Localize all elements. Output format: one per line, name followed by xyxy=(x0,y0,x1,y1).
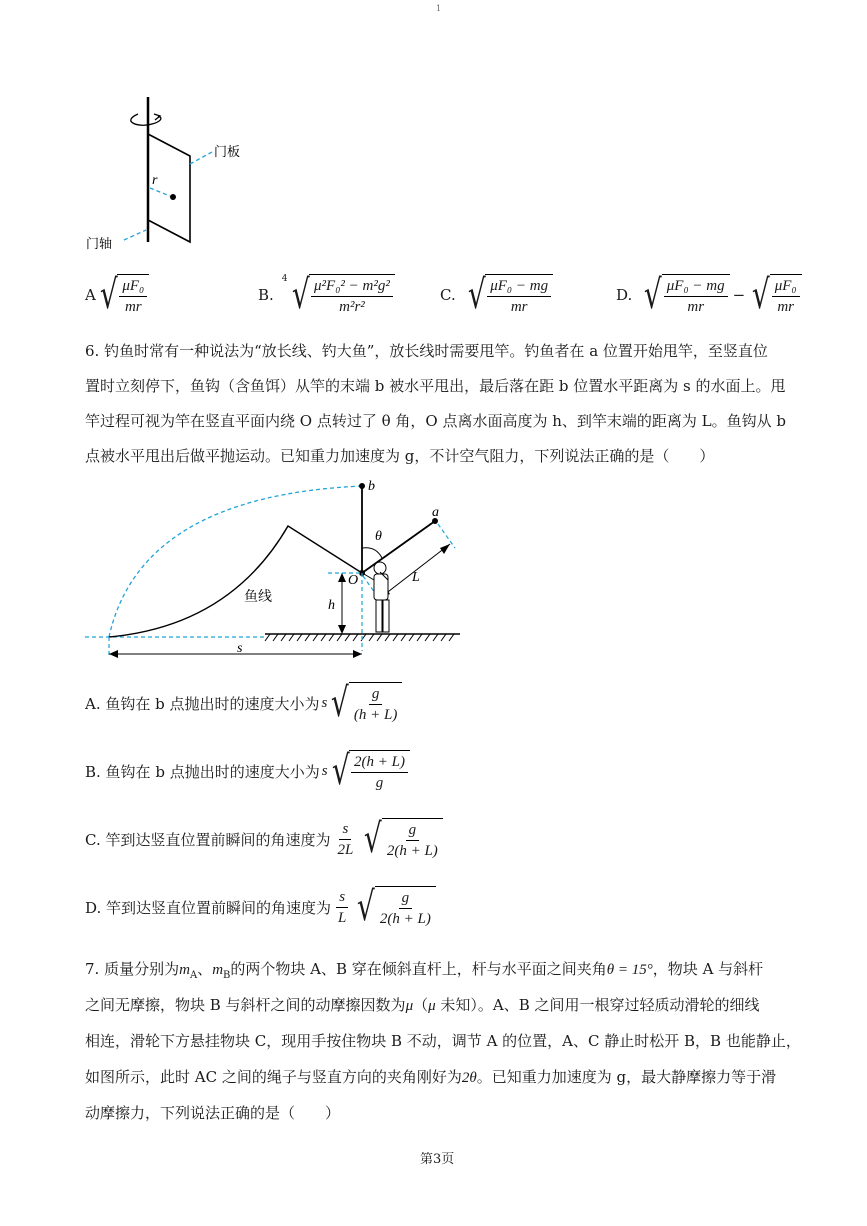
minus-sign: − xyxy=(732,286,746,304)
label-axis: 门轴 xyxy=(86,237,113,252)
option-text: B. 鱼钩在 b 点抛出时的速度大小为 xyxy=(85,762,320,781)
frac-den: (h + L) xyxy=(353,707,398,723)
label-h: h xyxy=(328,598,335,613)
label-fishing-line: 鱼线 xyxy=(244,589,272,605)
q7-line-5: 动摩擦力，下列说法正确的是（ ） xyxy=(85,1104,341,1122)
label-l: L xyxy=(412,570,420,585)
frac-num: g xyxy=(369,685,383,705)
frac-num: s xyxy=(339,820,351,840)
frac-den: mr xyxy=(777,299,795,315)
q5-option-d: D. √ $\frac{\text{μF₀ − mg}}{mr}$ − √ $\frac{\text{μF₀}}{mr}$ xyxy=(616,274,802,316)
fishing-figure xyxy=(80,476,480,666)
option-letter: D. xyxy=(616,286,633,304)
option-letter: B. xyxy=(258,286,274,304)
q6-line-2: 置时立刻停下，鱼钩（含鱼饵）从竿的末端 b 被水平甩出，最后落在距 b 位置水平距离为 s 的水面上。甩 xyxy=(85,377,786,395)
q6-option-b: B. 鱼钩在 b 点抛出时的速度大小为 s √ $\frac{2(h + L)}{g}$ xyxy=(85,750,410,792)
frac-den: L xyxy=(338,909,347,926)
frac-num: μF₀ xyxy=(772,277,800,297)
frac-num: s xyxy=(336,888,348,908)
frac-den: 2(h + L) xyxy=(386,843,438,859)
fishing-line xyxy=(109,526,362,637)
frac-den: mr xyxy=(124,299,142,315)
q7-line-4: 如图所示，此时 AC 之间的绳子与竖直方向的夹角刚好为2θ。已知重力加速度为 g，最大静摩擦力等于滑 xyxy=(85,1068,777,1086)
frac-den: mr xyxy=(687,299,705,315)
frac-num: μF₀ − mg xyxy=(664,277,728,297)
q5-option-a: A √ $\frac{\text{μF₀}}{mr}$ xyxy=(85,274,149,316)
point-dot xyxy=(170,194,176,200)
door-board xyxy=(148,134,190,242)
q6-option-a: A. 鱼钩在 b 点抛出时的速度大小为 s √ $\frac{g}{(h + L)}$ xyxy=(85,682,402,724)
q6-option-d: D. 竿到达竖直位置前瞬间的角速度为 $\frac{s}{L}$ √ $\frac{g}{2(h + L)}$ xyxy=(85,886,436,928)
option-text: D. 竿到达竖直位置前瞬间的角速度为 xyxy=(85,898,332,917)
frac-num: g xyxy=(399,889,413,909)
label-o: O xyxy=(348,573,359,588)
frac-num: g xyxy=(406,821,420,841)
frac-den: 2(h + L) xyxy=(379,911,431,927)
option-letter: C. xyxy=(440,286,456,304)
label-board: 门板 xyxy=(214,145,241,160)
frac-num: μF₀ − mg xyxy=(487,277,551,297)
option-pre: s xyxy=(321,762,328,779)
frac-num: μ²F₀² − m²g² xyxy=(311,277,393,297)
q5-option-c: C. √ $\frac{\text{μF₀ − mg}}{mr}$ xyxy=(440,274,553,316)
option-letter: A xyxy=(85,286,96,304)
q7-line-2: 之间无摩擦，物块 B 与斜杆之间的动摩擦因数为μ（μ 未知）。A、B 之间用一根穿过轻质动滑轮的细线 xyxy=(85,996,760,1014)
frac-den: 2L xyxy=(337,841,354,858)
header-mark: 1 xyxy=(436,4,442,13)
q6-option-c: C. 竿到达竖直位置前瞬间的角速度为 $\frac{s}{2L}$ √ $\frac{g}{2(h + L)}$ xyxy=(85,818,443,860)
frac-num: 2(h + L) xyxy=(351,753,408,773)
q6-line-4: 点被水平甩出后做平抛运动。已知重力加速度为 g，不计空气阻力，下列说法正确的是（ ） xyxy=(85,447,715,465)
root-index: 4 xyxy=(281,274,288,284)
frac-den: mr xyxy=(510,299,528,315)
trajectory-path xyxy=(109,486,362,637)
option-text: C. 竿到达竖直位置前瞬间的角速度为 xyxy=(85,830,331,849)
q7-line-1: 7. 质量分别为$m_A$、$m_B$的两个物块 A、B 穿在倾斜直杆上，杆与水平面之间夹角θ = 15°，物块 A 与斜杆 xyxy=(85,960,764,981)
q5-option-b: B. 4 √ $\frac{\text{μ²F₀² − m²g²}}{\text{m²r²}}$ xyxy=(258,274,395,316)
q6-line-3: 竿过程可视为竿在竖直平面内绕 O 点转过了 θ 角，O 点离水面高度为 h、到竿末端的距离为 L。鱼钩从 b xyxy=(85,412,786,430)
fisherman-figure xyxy=(364,562,389,632)
option-text: A. 鱼钩在 b 点抛出时的速度大小为 xyxy=(85,694,320,713)
label-b: b xyxy=(368,479,375,494)
frac-den: m²r² xyxy=(339,299,365,315)
rod-to-a xyxy=(362,521,435,573)
q7-line-3: 相连，滑轮下方悬挂物块 C，现用手按住物块 B 不动，调节 A 的位置，A、C 静止时松开 B，B 也能静止， xyxy=(85,1032,801,1050)
frac-num: μF₀ xyxy=(119,277,147,297)
q6-line-1: 6. 钓鱼时常有一种说法为“放长线、钓大鱼”，放长线时需要甩竿。钓鱼者在 a 位置开始甩竿，至竖直位 xyxy=(85,342,768,360)
door-figure xyxy=(80,92,280,262)
page-number: 第3页 xyxy=(420,1152,455,1167)
point-b xyxy=(359,483,365,489)
label-r: r xyxy=(152,173,158,188)
frac-den: g xyxy=(375,775,384,791)
label-a: a xyxy=(432,505,439,520)
theta-arc xyxy=(362,548,382,558)
label-s: s xyxy=(237,641,243,656)
label-theta: θ xyxy=(375,529,382,544)
r-dash xyxy=(150,188,170,196)
option-pre: s xyxy=(321,694,328,711)
